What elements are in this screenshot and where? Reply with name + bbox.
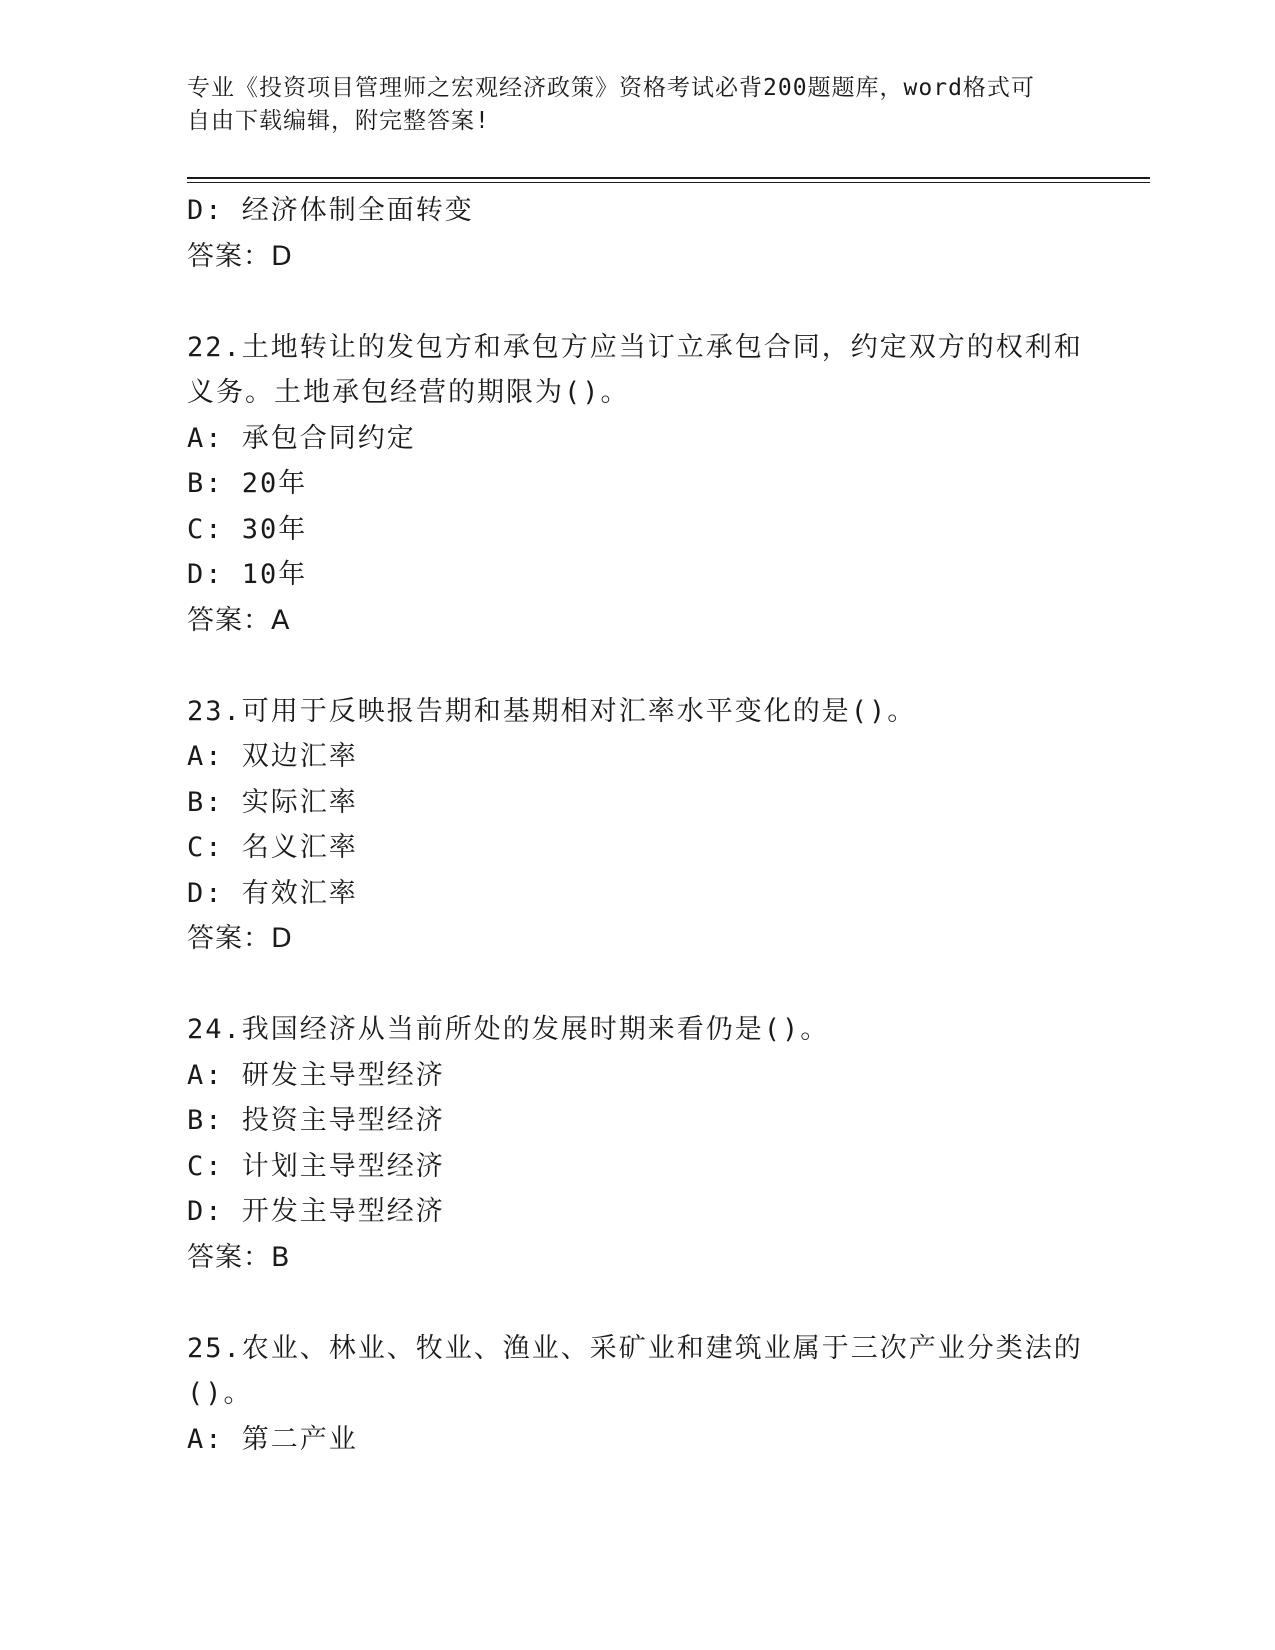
answer: 答案：D [187, 923, 293, 954]
question-stem-line: 义务。土地承包经营的期限为()。 [187, 377, 630, 408]
question-stem-line: 24.我国经济从当前所处的发展时期来看仍是()。 [187, 1014, 830, 1045]
option-a: A: 承包合同约定 [187, 422, 416, 454]
question-24 [187, 1007, 1087, 1280]
header-rule-thick [187, 177, 1150, 179]
option-d: D: 开发主导型经济 [187, 1196, 445, 1227]
question-list [187, 188, 1087, 1462]
option-a: A: 研发主导型经济 [187, 1059, 445, 1091]
option-a: A: 双边汇率 [187, 741, 358, 772]
question-stem-line: ()。 [187, 1378, 253, 1409]
question-22 [187, 325, 1087, 644]
option-b: B: 20年 [187, 468, 308, 499]
option-b: B: 实际汇率 [187, 786, 358, 818]
question-23 [187, 689, 1087, 962]
option-a: A: 第二产业 [187, 1423, 358, 1455]
document-header [187, 72, 1067, 138]
option-d: D: 经济体制全面转变 [187, 195, 474, 226]
option-d: D: 有效汇率 [187, 877, 358, 909]
option-d: D: 10年 [187, 559, 308, 590]
spacer [187, 643, 1087, 689]
answer: 答案：B [187, 1241, 291, 1273]
option-c: C: 计划主导型经济 [187, 1150, 445, 1182]
question-25 [187, 1326, 1087, 1463]
spacer [187, 1280, 1087, 1326]
question-stem-line: 23.可用于反映报告期和基期相对汇率水平变化的是()。 [187, 695, 917, 727]
answer: 答案：D [187, 240, 293, 272]
header-line-1: 专业《投资项目管理师之宏观经济政策》资格考试必背200题题库，word格式可 [187, 75, 1035, 101]
option-b: B: 投资主导型经济 [187, 1105, 445, 1136]
option-c: C: 30年 [187, 513, 308, 545]
spacer [187, 962, 1087, 1008]
header-line-2: 自由下载编辑，附完整答案! [187, 108, 490, 134]
header-rule-thin [187, 182, 1150, 183]
option-c: C: 名义汇率 [187, 832, 358, 863]
answer: 答案：A [187, 604, 291, 636]
question-stem-line: 25.农业、林业、牧业、渔业、采矿业和建筑业属于三次产业分类法的 [187, 1332, 1083, 1364]
question-stem-line: 22.土地转让的发包方和承包方应当订立承包合同，约定双方的权利和 [187, 331, 1083, 363]
spacer [187, 279, 1087, 325]
